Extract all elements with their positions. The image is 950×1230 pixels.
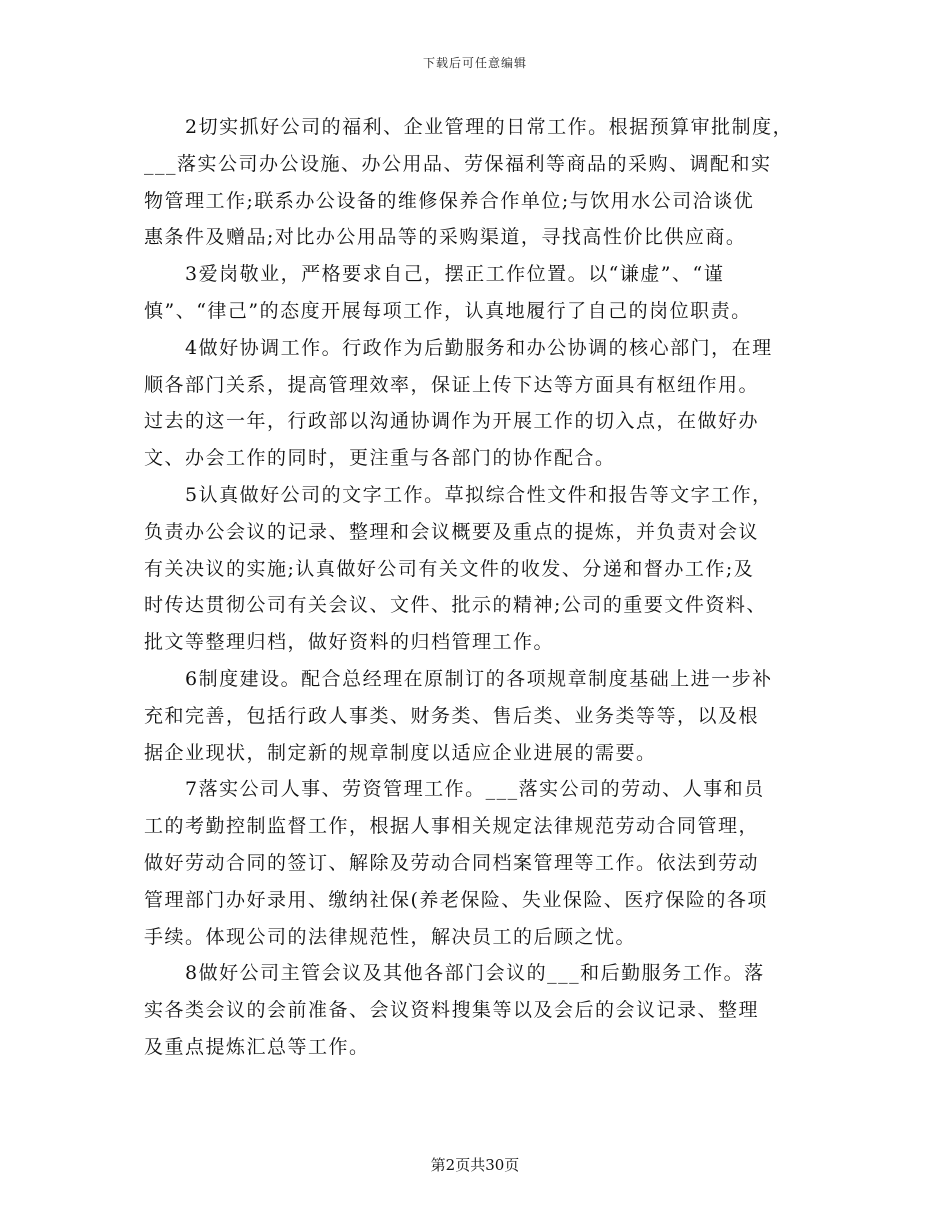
paragraph-4 — [144, 330, 834, 477]
paragraph-8 — [144, 955, 834, 1065]
paragraph-line: 7落实公司人事、劳资管理工作。___落实公司的劳动、人事和员 — [185, 778, 765, 801]
paragraph-line: 3爱岗敬业，严格要求自己，摆正工作位置。以“谦虚”、“谨 — [185, 263, 725, 286]
paragraph-line: 时传达贯彻公司有关会议、文件、批示的精神;公司的重要文件资料、 — [144, 594, 767, 617]
paragraph-line: 负责办公会议的记录、整理和会议概要及重点的提炼，并负责对会议 — [144, 520, 760, 543]
paragraph-line: 据企业现状，制定新的规章制度以适应企业进展的需要。 — [144, 741, 657, 764]
paragraph-line: 慎”、“律己”的态度开展每项工作，认真地履行了自己的岗位职责。 — [144, 299, 752, 322]
page-number: 第2页共30页 — [430, 1156, 520, 1174]
paragraph-line: ___落实公司办公设施、办公用品、劳保福利等商品的采购、调配和实 — [144, 152, 772, 175]
paragraph-6 — [144, 661, 834, 771]
paragraph-line: 实各类会议的会前准备、会议资料搜集等以及会后的会议记录、整理 — [144, 999, 760, 1022]
document-body — [144, 109, 834, 1066]
paragraph-line: 6制度建设。配合总经理在原制订的各项规章制度基础上进一步补 — [185, 667, 773, 690]
paragraph-line: 工的考勤控制监督工作，根据人事相关规定法律规范劳动合同管理， — [144, 815, 760, 838]
paragraph-line: 2切实抓好公司的福利、企业管理的日常工作。根据预算审批制度， — [185, 116, 794, 138]
header-note: 下载后可任意编辑 — [422, 56, 527, 70]
paragraph-5 — [144, 477, 834, 661]
paragraph-line: 4做好协调工作。行政作为后勤服务和办公协调的核心部门，在理 — [185, 336, 773, 359]
paragraph-line: 及重点提炼汇总等工作。 — [144, 1035, 370, 1058]
paragraph-line: 充和完善，包括行政人事类、财务类、售后类、业务类等等，以及根 — [144, 704, 760, 727]
paragraph-line: 惠条件及赠品;对比办公用品等的采购渠道，寻找高性价比供应商。 — [144, 226, 747, 249]
paragraph-line: 文、办会工作的同时，更注重与各部门的协作配合。 — [144, 447, 616, 470]
paragraph-7 — [144, 771, 834, 955]
paragraph-3 — [144, 256, 834, 330]
paragraph-line: 做好劳动合同的签订、解除及劳动合同档案管理等工作。依法到劳动 — [144, 851, 760, 874]
paragraph-line: 手续。体现公司的法律规范性，解决员工的后顾之忧。 — [144, 925, 637, 948]
paragraph-line: 管理部门办好录用、缴纳社保(养老保险、失业保险、医疗保险的各项 — [144, 888, 768, 911]
paragraph-line: 批文等整理归档，做好资料的归档管理工作。 — [144, 631, 555, 654]
paragraph-line: 有关决议的实施;认真做好公司有关文件的收发、分递和督办工作;及 — [144, 557, 755, 580]
paragraph-line: 5认真做好公司的文字工作。草拟综合性文件和报告等文字工作， — [185, 483, 773, 506]
paragraph-line: 物管理工作;联系办公设备的维修保养合作单位;与饮用水公司洽谈优 — [144, 189, 755, 212]
paragraph-line: 顺各部门关系，提高管理效率，保证上传下达等方面具有枢纽作用。 — [144, 373, 760, 396]
paragraph-2 — [144, 109, 834, 256]
paragraph-line: 8做好公司主管会议及其他各部门会议的___和后勤服务工作。落 — [185, 962, 765, 985]
paragraph-line: 过去的这一年，行政部以沟通协调作为开展工作的切入点，在做好办 — [144, 410, 760, 433]
